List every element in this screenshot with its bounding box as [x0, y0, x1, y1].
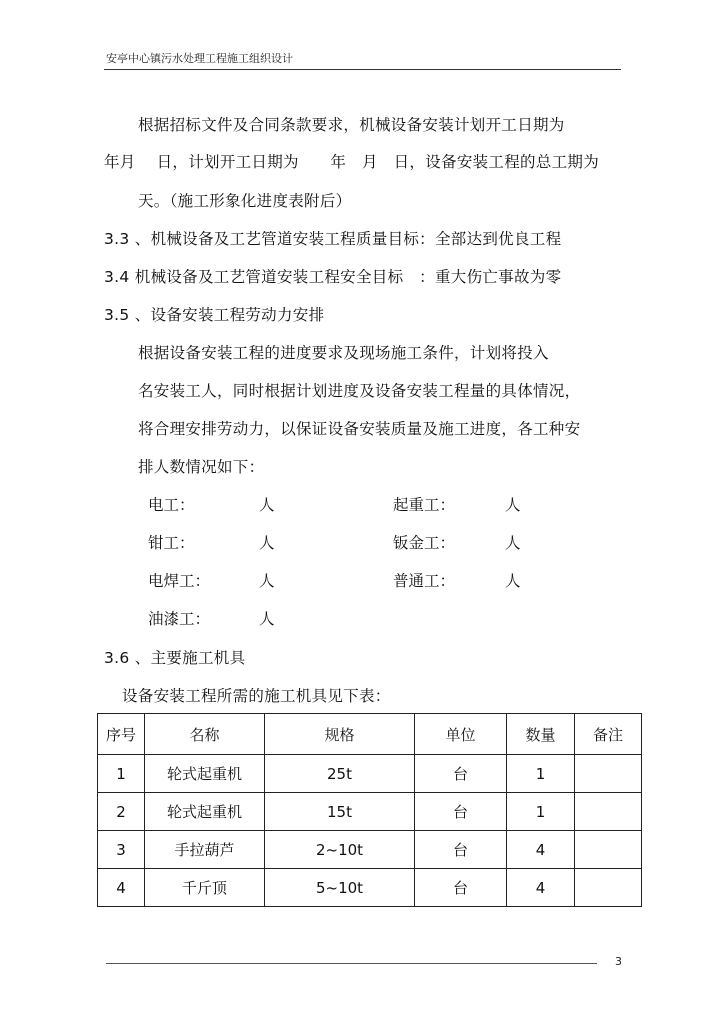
header-rule	[104, 69, 621, 70]
cell-name: 手拉葫芦	[145, 831, 265, 869]
cell-spec: 5~10t	[265, 869, 415, 907]
footer-rule	[106, 963, 597, 964]
col-header-index: 序号	[98, 714, 145, 755]
cell-quantity: 1	[507, 755, 575, 793]
para2-line3: 将合理安排劳动力，以保证设备安装质量及施工进度，各工种安	[138, 420, 581, 438]
equipment-table	[97, 713, 642, 907]
cell-spec: 15t	[265, 793, 415, 831]
cell-name: 轮式起重机	[145, 755, 265, 793]
labor-unit: 人	[505, 572, 521, 590]
cell-spec: 2~10t	[265, 831, 415, 869]
para1-line3: 天。（施工形象化进度表附后）	[138, 192, 352, 210]
section-3-5: 3.5 、设备安装工程劳动力安排	[104, 306, 325, 324]
cell-index: 4	[98, 869, 145, 907]
cell-quantity: 1	[507, 793, 575, 831]
cell-remarks	[575, 793, 642, 831]
cell-unit: 台	[415, 793, 507, 831]
labor-trade: 电焊工：	[148, 572, 211, 590]
labor-trade: 钳工：	[148, 534, 195, 552]
section-3-4: 3.4 机械设备及工艺管道安装工程安全目标 ：重大伤亡事故为零	[104, 268, 562, 286]
labor-unit: 人	[259, 572, 275, 590]
cell-quantity: 4	[507, 831, 575, 869]
cell-unit: 台	[415, 831, 507, 869]
cell-remarks	[575, 869, 642, 907]
cell-remarks	[575, 755, 642, 793]
para2-line2: 名安装工人，同时根据计划进度及设备安装工程量的具体情况，	[138, 382, 581, 400]
table-header-row	[98, 714, 642, 755]
cell-name: 千斤顶	[145, 869, 265, 907]
cell-index: 3	[98, 831, 145, 869]
para1-line1: 根据招标文件及合同条款要求，机械设备安装计划开工日期为	[138, 116, 565, 134]
page-number: 3	[615, 955, 622, 968]
table-row	[98, 831, 642, 869]
col-header-spec: 规格	[265, 714, 415, 755]
table-row	[98, 869, 642, 907]
labor-trade: 电工：	[148, 496, 195, 514]
cell-quantity: 4	[507, 869, 575, 907]
labor-unit: 人	[259, 496, 275, 514]
cell-unit: 台	[415, 755, 507, 793]
cell-index: 2	[98, 793, 145, 831]
labor-trade: 钣金工：	[393, 534, 456, 552]
col-header-unit: 单位	[415, 714, 507, 755]
labor-unit: 人	[259, 534, 275, 552]
labor-unit: 人	[259, 610, 275, 628]
table-intro: 设备安装工程所需的施工机具见下表：	[122, 687, 391, 705]
labor-trade: 起重工：	[393, 496, 456, 514]
labor-trade: 油漆工：	[148, 610, 211, 628]
labor-trade: 普通工：	[393, 572, 456, 590]
cell-remarks	[575, 831, 642, 869]
cell-unit: 台	[415, 869, 507, 907]
para1-line2: 年月 日，计划开工日期为 年 月 日，设备安装工程的总工期为	[104, 153, 600, 171]
table-row	[98, 793, 642, 831]
cell-spec: 25t	[265, 755, 415, 793]
section-3-6: 3.6 、主要施工机具	[104, 649, 246, 667]
col-header-remarks: 备注	[575, 714, 642, 755]
para2-line1: 根据设备安装工程的进度要求及现场施工条件，计划将投入	[138, 344, 549, 362]
para2-line4: 排人数情况如下：	[138, 458, 265, 476]
col-header-name: 名称	[145, 714, 265, 755]
section-3-3: 3.3 、机械设备及工艺管道安装工程质量目标：全部达到优良工程	[104, 230, 562, 248]
labor-unit: 人	[505, 496, 521, 514]
col-header-quantity: 数量	[507, 714, 575, 755]
labor-unit: 人	[505, 534, 521, 552]
cell-index: 1	[98, 755, 145, 793]
cell-name: 轮式起重机	[145, 793, 265, 831]
table-row	[98, 755, 642, 793]
header-title: 安亭中心镇污水处理工程施工组织设计	[106, 52, 293, 65]
